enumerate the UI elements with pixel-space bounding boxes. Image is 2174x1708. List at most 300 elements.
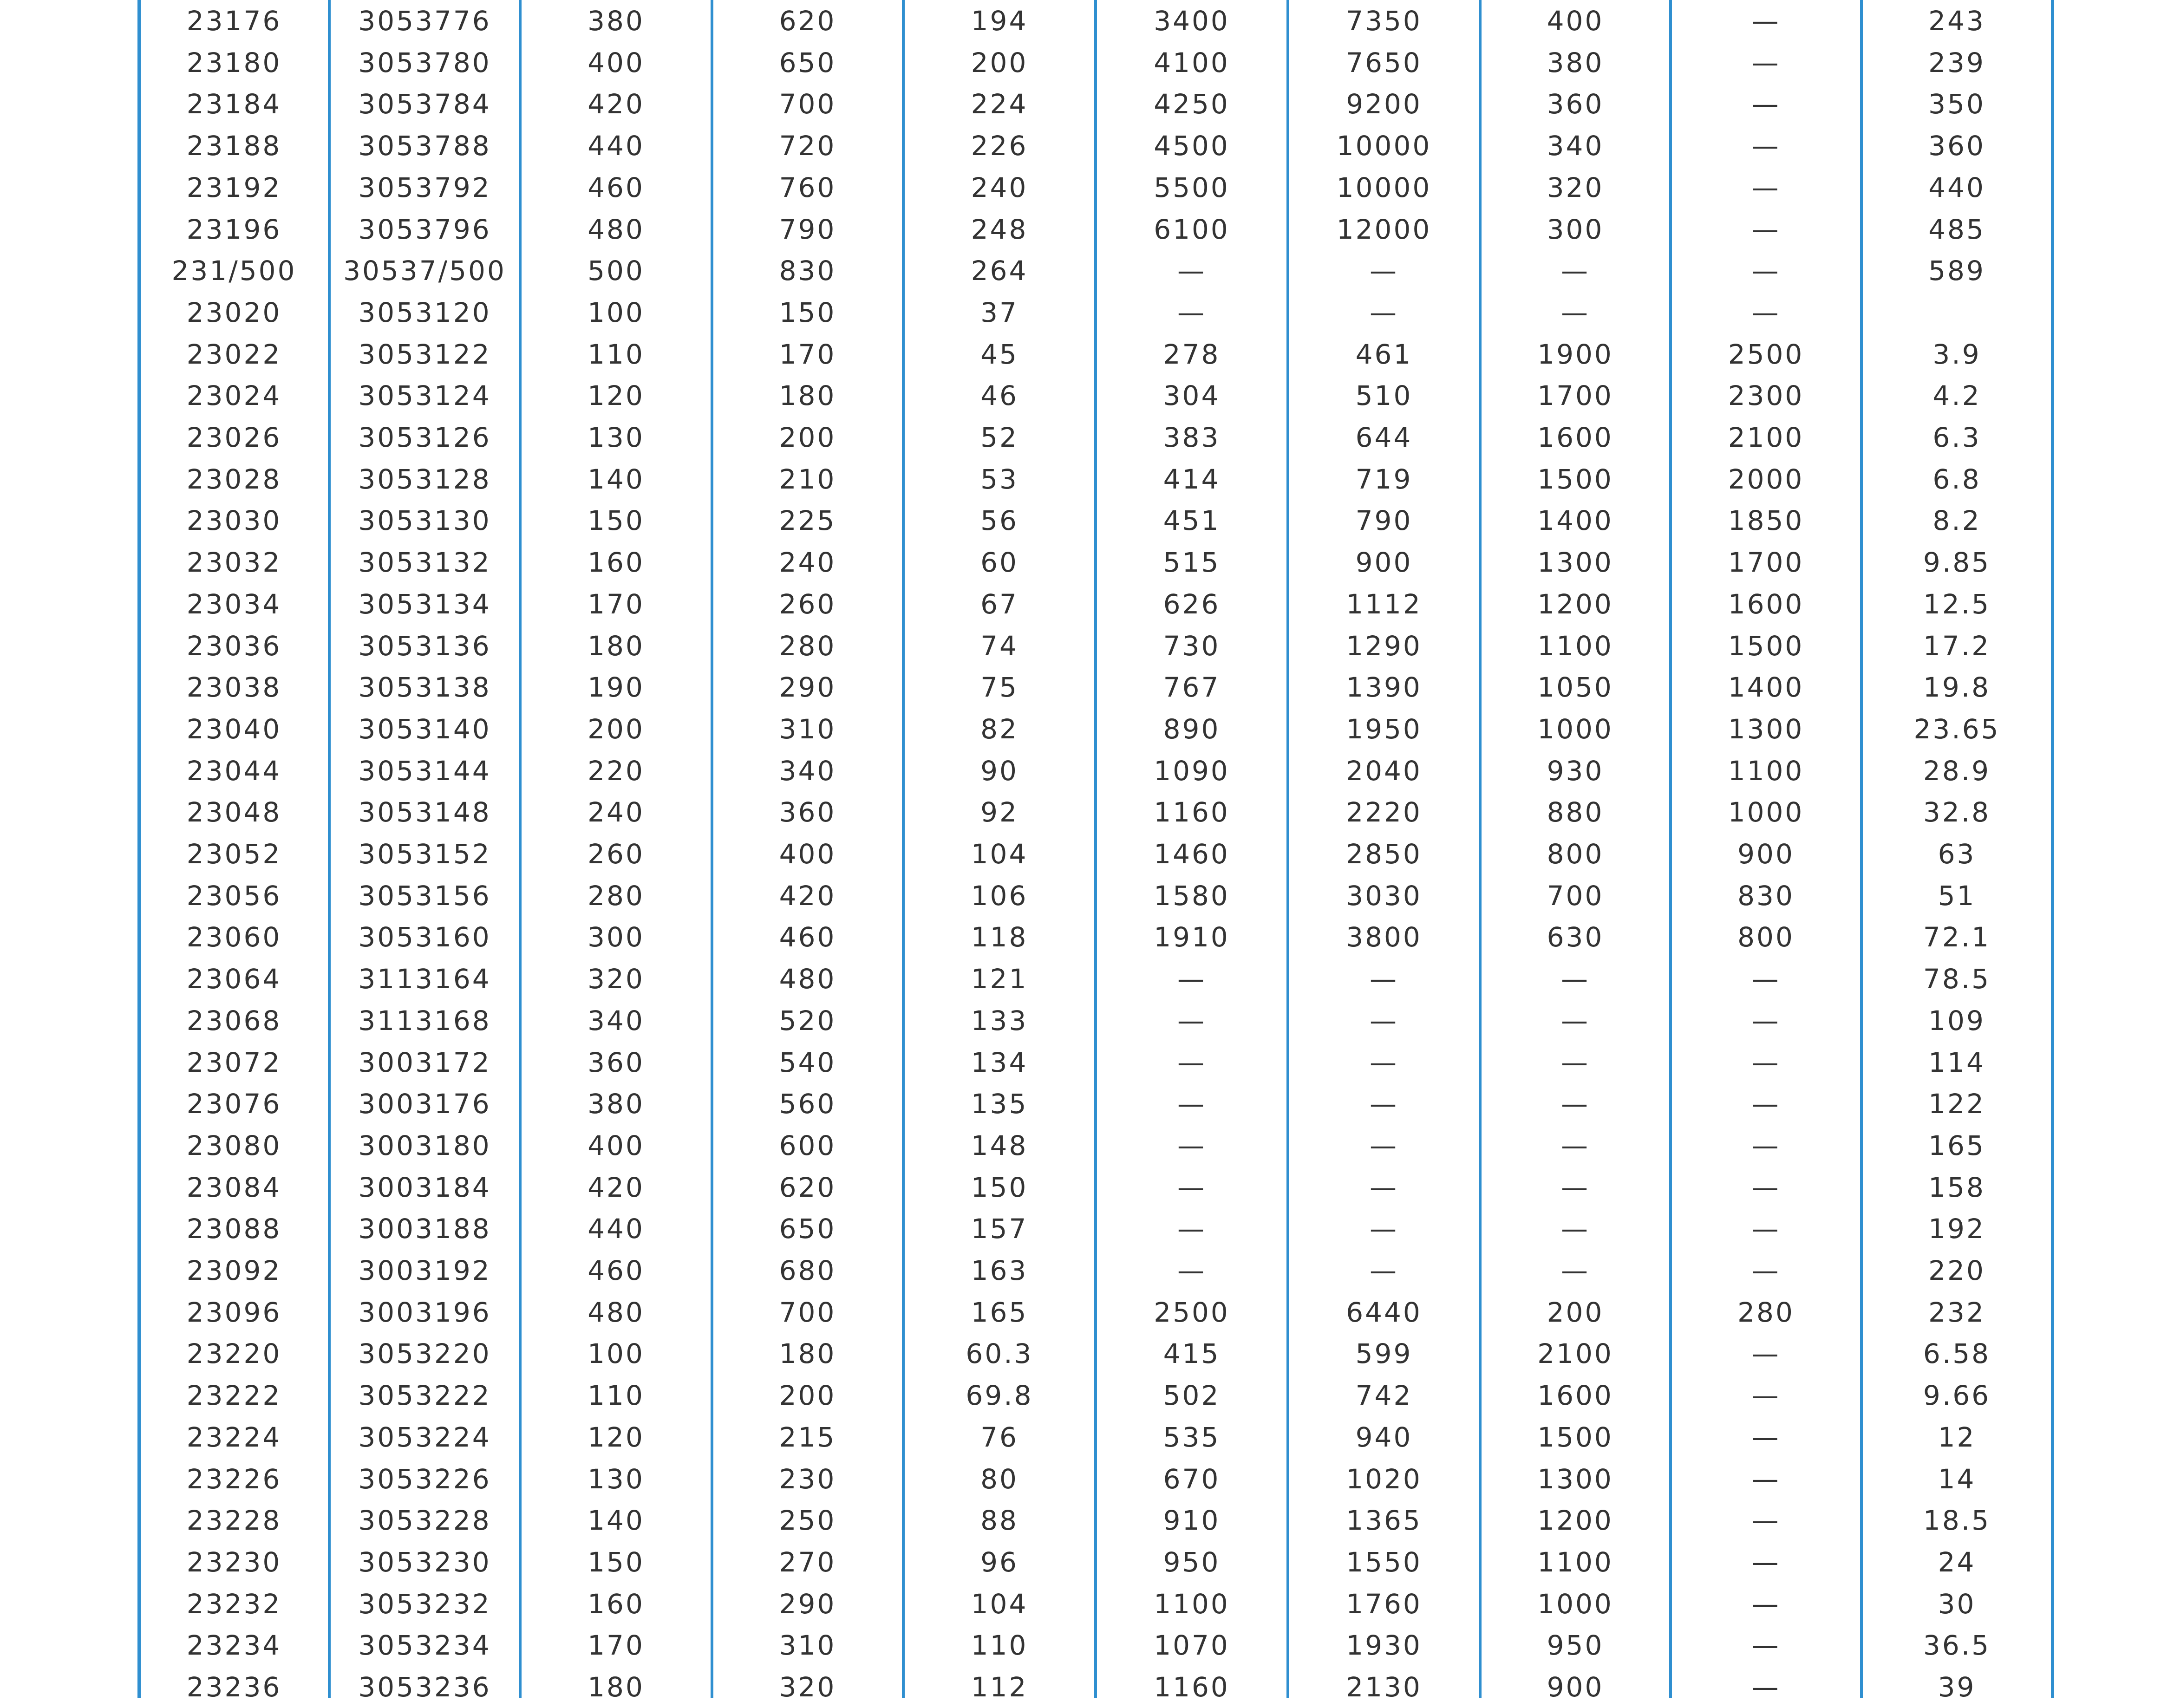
table-cell: 6440 [1346, 1296, 1422, 1328]
table-cell: 112 [971, 1671, 1028, 1703]
table-cell: 1290 [1346, 630, 1422, 662]
table-cell: 414 [1163, 463, 1221, 495]
table-cell: — [1370, 1004, 1398, 1037]
table-cell: 304 [1163, 380, 1221, 412]
table-cell: — [1370, 296, 1398, 328]
table-cell: 121 [971, 963, 1028, 995]
table-row [0, 666, 2174, 708]
table-cell: 23038 [186, 671, 282, 704]
table-cell: — [1177, 1129, 1206, 1161]
table-cell: — [1751, 1338, 1781, 1370]
table-cell: 1200 [1537, 588, 1613, 620]
table-cell: — [1370, 1129, 1398, 1161]
table-cell: 3053160 [358, 921, 491, 953]
table-row [0, 1042, 2174, 1083]
table-cell: — [1561, 296, 1590, 328]
table-cell: 1300 [1537, 547, 1613, 579]
table-cell: 2500 [1728, 338, 1804, 370]
table-cell: 440 [588, 130, 645, 162]
table-cell: 23030 [186, 505, 282, 537]
table-row [0, 209, 2174, 250]
table-cell: 1100 [1728, 755, 1804, 787]
table-cell: 420 [588, 1171, 645, 1203]
table-cell: 767 [1163, 671, 1221, 704]
table-cell: 340 [1547, 130, 1604, 162]
table-cell: 190 [588, 671, 645, 704]
table-cell: 23188 [186, 130, 282, 162]
table-cell: 2850 [1346, 838, 1422, 870]
table-cell: 2100 [1728, 422, 1804, 453]
table-cell: 23236 [186, 1671, 282, 1703]
table-cell: 23196 [186, 213, 282, 245]
table-cell: 300 [1547, 213, 1604, 245]
table-cell: 340 [588, 1004, 645, 1037]
table-cell: 133 [971, 1004, 1028, 1037]
table-cell: 23040 [186, 713, 282, 745]
table-cell: — [1751, 963, 1781, 995]
table-row [0, 1167, 2174, 1208]
table-cell: — [1751, 296, 1781, 328]
table-cell: 800 [1737, 921, 1795, 953]
table-cell: 210 [779, 463, 836, 495]
table-cell: — [1177, 255, 1206, 287]
table-cell: 239 [1928, 46, 1985, 78]
table-cell: 2000 [1728, 463, 1804, 495]
table-row [0, 583, 2174, 625]
table-cell: — [1177, 1171, 1206, 1203]
table-cell: 23036 [186, 630, 282, 662]
table-cell: 360 [1547, 88, 1604, 120]
table-cell: 1910 [1154, 921, 1230, 953]
table-cell: 226 [971, 130, 1028, 162]
table-cell: 3053234 [358, 1630, 491, 1662]
table-cell: 1850 [1728, 505, 1804, 537]
table-cell: 130 [588, 422, 645, 453]
table-cell: 480 [588, 1296, 645, 1328]
table-cell: 502 [1163, 1380, 1221, 1412]
table-row [0, 1083, 2174, 1125]
table-cell: 380 [588, 1088, 645, 1120]
table-cell: 1700 [1728, 547, 1804, 579]
table-cell: 10000 [1336, 171, 1432, 203]
table-cell: 280 [1737, 1296, 1795, 1328]
table-cell: 200 [1547, 1296, 1604, 1328]
table-row [0, 1291, 2174, 1333]
table-cell: 23044 [186, 755, 282, 787]
table-cell: 599 [1355, 1338, 1413, 1370]
table-cell: 23.65 [1913, 713, 2000, 745]
table-cell: — [1751, 213, 1781, 245]
table-cell: — [1751, 1004, 1781, 1037]
table-cell: 122 [1928, 1088, 1985, 1120]
table-cell: 1000 [1537, 713, 1613, 745]
table-cell: 461 [1355, 338, 1413, 370]
table-cell: 60.3 [966, 1338, 1033, 1370]
table-cell: 3053232 [358, 1588, 491, 1620]
table-row [0, 42, 2174, 84]
table-cell: 719 [1355, 463, 1413, 495]
table-cell: — [1561, 963, 1590, 995]
table-cell: 104 [971, 838, 1028, 870]
table-cell: 240 [588, 796, 645, 828]
table-cell: — [1751, 1505, 1781, 1537]
table-cell: 830 [779, 255, 836, 287]
table-cell: 1020 [1346, 1463, 1422, 1495]
table-cell: 60 [980, 547, 1018, 579]
table-cell: 950 [1547, 1630, 1604, 1662]
table-cell: 1100 [1154, 1588, 1230, 1620]
table-cell: 23232 [186, 1588, 282, 1620]
table-cell: 150 [779, 296, 836, 328]
table-cell: 225 [779, 505, 836, 537]
table-cell: 19.8 [1923, 671, 1991, 704]
table-cell: — [1751, 1046, 1781, 1078]
table-row [0, 125, 2174, 167]
table-cell: 130 [588, 1463, 645, 1495]
table-cell: 23220 [186, 1338, 282, 1370]
table-row [0, 541, 2174, 583]
table-cell: — [1751, 1255, 1781, 1286]
table-cell: 3113168 [358, 1004, 491, 1037]
table-row [0, 333, 2174, 375]
table-cell: 2130 [1346, 1671, 1422, 1703]
table-cell: 220 [1928, 1255, 1985, 1286]
table-cell: 680 [779, 1255, 836, 1286]
table-cell: 280 [588, 880, 645, 912]
table-cell: — [1751, 1421, 1781, 1453]
table-cell: 23028 [186, 463, 282, 495]
table-cell: 3030 [1346, 880, 1422, 912]
table-cell: 700 [1547, 880, 1604, 912]
table-cell: 940 [1355, 1421, 1413, 1453]
table-cell: 460 [779, 921, 836, 953]
table-cell: 360 [779, 796, 836, 828]
table-cell: — [1751, 171, 1781, 203]
table-cell: 1100 [1537, 1546, 1613, 1578]
table-cell: 1580 [1154, 880, 1230, 912]
table-cell: 45 [980, 338, 1018, 370]
table-cell: 80 [980, 1463, 1018, 1495]
table-cell: 23024 [186, 380, 282, 412]
table-cell: 100 [588, 296, 645, 328]
table-cell: 7650 [1346, 46, 1422, 78]
table-cell: 451 [1163, 505, 1221, 537]
table-cell: 3053152 [358, 838, 491, 870]
table-cell: 224 [971, 88, 1028, 120]
table-cell: 12000 [1336, 213, 1432, 245]
table-cell: 880 [1547, 796, 1604, 828]
table-cell: 243 [1928, 5, 1985, 37]
table-cell: — [1751, 1463, 1781, 1495]
table-cell: 37 [980, 296, 1018, 328]
table-cell: 700 [779, 1296, 836, 1328]
table-cell: 278 [1163, 338, 1221, 370]
table-cell: 170 [779, 338, 836, 370]
table-row [0, 1125, 2174, 1167]
table-cell: 260 [779, 588, 836, 620]
table-cell: 23192 [186, 171, 282, 203]
table-cell: 23230 [186, 1546, 282, 1578]
table-cell: 264 [971, 255, 1028, 287]
table-cell: — [1751, 255, 1781, 287]
table-row [0, 1333, 2174, 1375]
table-cell: 4.2 [1932, 380, 1981, 412]
table-cell: 630 [1547, 921, 1604, 953]
table-cell: 240 [971, 171, 1028, 203]
table-cell: 3003192 [358, 1255, 491, 1286]
table-cell: 23076 [186, 1088, 282, 1120]
table-cell: 32.8 [1923, 796, 1991, 828]
table-cell: 9200 [1346, 88, 1422, 120]
table-cell: 14 [1938, 1463, 1976, 1495]
table-cell: 1100 [1537, 630, 1613, 662]
table-cell: 3053220 [358, 1338, 491, 1370]
table-cell: 3053156 [358, 880, 491, 912]
table-cell: 300 [588, 921, 645, 953]
table-cell: 240 [779, 547, 836, 579]
table-cell: 3113164 [358, 963, 491, 995]
table-cell: 23064 [186, 963, 282, 995]
table-cell: — [1370, 255, 1398, 287]
table-cell: 360 [1928, 130, 1985, 162]
table-row [0, 1541, 2174, 1583]
table-cell: 76 [980, 1421, 1018, 1453]
table-cell: 46 [980, 380, 1018, 412]
table-cell: 23032 [186, 547, 282, 579]
table-cell: 200 [779, 1380, 836, 1412]
table-cell: — [1177, 1255, 1206, 1286]
table-cell: — [1561, 1255, 1590, 1286]
table-cell: 1000 [1728, 796, 1804, 828]
table-cell: — [1561, 1213, 1590, 1245]
table-cell: 28.9 [1923, 755, 1991, 787]
table-cell: — [1370, 963, 1398, 995]
table-cell: 560 [779, 1088, 836, 1120]
table-cell: 650 [779, 46, 836, 78]
table-cell: 830 [1737, 880, 1795, 912]
table-cell: 626 [1163, 588, 1221, 620]
table-cell: 158 [1928, 1171, 1985, 1203]
table-cell: 460 [588, 171, 645, 203]
table-cell: 1950 [1346, 713, 1422, 745]
table-row [0, 417, 2174, 458]
table-cell: 2300 [1728, 380, 1804, 412]
table-cell: 23092 [186, 1255, 282, 1286]
table-cell: 24 [1938, 1546, 1976, 1578]
table-cell: 670 [1163, 1463, 1221, 1495]
table-cell: 1300 [1537, 1463, 1613, 1495]
table-cell: 480 [779, 963, 836, 995]
table-row [0, 1499, 2174, 1541]
table-cell: 135 [971, 1088, 1028, 1120]
table-cell: 23096 [186, 1296, 282, 1328]
table-cell: 215 [779, 1421, 836, 1453]
table-cell: 3053128 [358, 463, 491, 495]
table-cell: 3003172 [358, 1046, 491, 1078]
table-cell: 53 [980, 463, 1018, 495]
table-cell: 280 [779, 630, 836, 662]
table-cell: 3053132 [358, 547, 491, 579]
table-cell: 420 [779, 880, 836, 912]
table-cell: 720 [779, 130, 836, 162]
table-cell: 74 [980, 630, 1018, 662]
table-cell: 90 [980, 755, 1018, 787]
table-cell: 3003188 [358, 1213, 491, 1245]
table-row [0, 750, 2174, 792]
table-cell: 3053230 [358, 1546, 491, 1578]
table-cell: — [1370, 1213, 1398, 1245]
table-cell: 3053134 [358, 588, 491, 620]
table-cell: 92 [980, 796, 1018, 828]
table-cell: 69.8 [966, 1380, 1033, 1412]
table-cell: 320 [588, 963, 645, 995]
table-cell: 6.3 [1932, 422, 1981, 453]
table-cell: 3053788 [358, 130, 491, 162]
table-cell: 3053792 [358, 171, 491, 203]
table-cell: 415 [1163, 1338, 1221, 1370]
table-cell: 12.5 [1923, 588, 1991, 620]
table-cell: 3053776 [358, 5, 491, 37]
table-row [0, 1666, 2174, 1708]
table-cell: 460 [588, 1255, 645, 1286]
table-cell: 4250 [1154, 88, 1230, 120]
table-cell: 110 [971, 1630, 1028, 1662]
table-cell: 23180 [186, 46, 282, 78]
table-cell: 12 [1938, 1421, 1976, 1453]
table-cell: 100 [588, 1338, 645, 1370]
table-cell: — [1370, 1171, 1398, 1203]
table-cell: 248 [971, 213, 1028, 245]
table-cell: 310 [779, 713, 836, 745]
table-cell: 23020 [186, 296, 282, 328]
table-cell: — [1751, 1088, 1781, 1120]
table-cell: 1400 [1728, 671, 1804, 704]
table-cell: 3003180 [358, 1129, 491, 1161]
table-cell: 480 [588, 213, 645, 245]
table-cell: 10000 [1336, 130, 1432, 162]
table-cell: 23056 [186, 880, 282, 912]
table-cell: 72.1 [1923, 921, 1991, 953]
table-cell: 3003184 [358, 1171, 491, 1203]
table-cell: 485 [1928, 213, 1985, 245]
table-cell: 730 [1163, 630, 1221, 662]
table-cell: 6.58 [1923, 1338, 1991, 1370]
table-cell: 3053120 [358, 296, 491, 328]
table-cell: 23060 [186, 921, 282, 953]
table-row [0, 1416, 2174, 1458]
table-cell: 3053224 [358, 1421, 491, 1453]
table-cell: 400 [588, 46, 645, 78]
table-cell: 230 [779, 1463, 836, 1495]
table-cell: 18.5 [1923, 1505, 1991, 1537]
table-cell: 3003196 [358, 1296, 491, 1328]
table-cell: 900 [1547, 1671, 1604, 1703]
table-cell: 800 [1547, 838, 1604, 870]
table-cell: 700 [779, 88, 836, 120]
table-cell: 9.66 [1923, 1380, 1991, 1412]
table-cell: 23080 [186, 1129, 282, 1161]
table-cell: 7350 [1346, 5, 1422, 37]
table-cell: 23184 [186, 88, 282, 120]
table-cell: 350 [1928, 88, 1985, 120]
table-cell: 180 [779, 380, 836, 412]
table-cell: 1390 [1346, 671, 1422, 704]
table-cell: 790 [779, 213, 836, 245]
table-cell: 1200 [1537, 1505, 1613, 1537]
table-cell: 1112 [1346, 588, 1422, 620]
table-cell: 109 [1928, 1004, 1985, 1037]
table-cell: 400 [779, 838, 836, 870]
table-cell: — [1177, 1046, 1206, 1078]
table-cell: 440 [588, 1213, 645, 1245]
table-cell: 1460 [1154, 838, 1230, 870]
table-cell: 620 [779, 5, 836, 37]
table-cell: 30537/500 [343, 255, 506, 287]
table-cell: — [1751, 1588, 1781, 1620]
table-row [0, 0, 2174, 42]
table-cell: 165 [971, 1296, 1028, 1328]
table-cell: 742 [1355, 1380, 1413, 1412]
table-cell: 23026 [186, 422, 282, 453]
table-cell: 110 [588, 338, 645, 370]
table-cell: — [1561, 1088, 1590, 1120]
table-cell: 310 [779, 1630, 836, 1662]
table-cell: 36.5 [1923, 1630, 1991, 1662]
table-cell: 383 [1163, 422, 1221, 453]
table-cell: 3400 [1154, 5, 1230, 37]
table-cell: 3053796 [358, 213, 491, 245]
table-cell: 510 [1355, 380, 1413, 412]
table-row [0, 875, 2174, 917]
table-cell: 200 [588, 713, 645, 745]
table-cell: 440 [1928, 171, 1985, 203]
table-cell: 2500 [1154, 1296, 1230, 1328]
table-cell: 3053148 [358, 796, 491, 828]
table-row [0, 916, 2174, 958]
table-cell: 160 [588, 1588, 645, 1620]
table-cell: 39 [1938, 1671, 1976, 1703]
table-cell: 52 [980, 422, 1018, 453]
table-cell: 2100 [1537, 1338, 1613, 1370]
table-cell: 114 [1928, 1046, 1985, 1078]
table-cell: 620 [779, 1171, 836, 1203]
table-cell: — [1751, 1630, 1781, 1662]
table-cell: — [1751, 46, 1781, 78]
table-cell: 67 [980, 588, 1018, 620]
table-cell: 1600 [1537, 1380, 1613, 1412]
table-cell: 106 [971, 880, 1028, 912]
table-cell: 23176 [186, 5, 282, 37]
table-cell: 194 [971, 5, 1028, 37]
table-cell: 900 [1737, 838, 1795, 870]
table-cell: 360 [588, 1046, 645, 1078]
table-cell: — [1751, 1129, 1781, 1161]
table-cell: 1500 [1728, 630, 1804, 662]
table-cell: 3053144 [358, 755, 491, 787]
table-cell: 1600 [1537, 422, 1613, 453]
table-row [0, 458, 2174, 500]
table-cell: 644 [1355, 422, 1413, 453]
table-cell: 23222 [186, 1380, 282, 1412]
table-cell: 110 [588, 1380, 645, 1412]
table-cell: 3053136 [358, 630, 491, 662]
table-cell: 1400 [1537, 505, 1613, 537]
table-cell: 600 [779, 1129, 836, 1161]
table-cell: 23084 [186, 1171, 282, 1203]
table-cell: 150 [588, 505, 645, 537]
table-row [0, 83, 2174, 125]
table-row [0, 1624, 2174, 1666]
